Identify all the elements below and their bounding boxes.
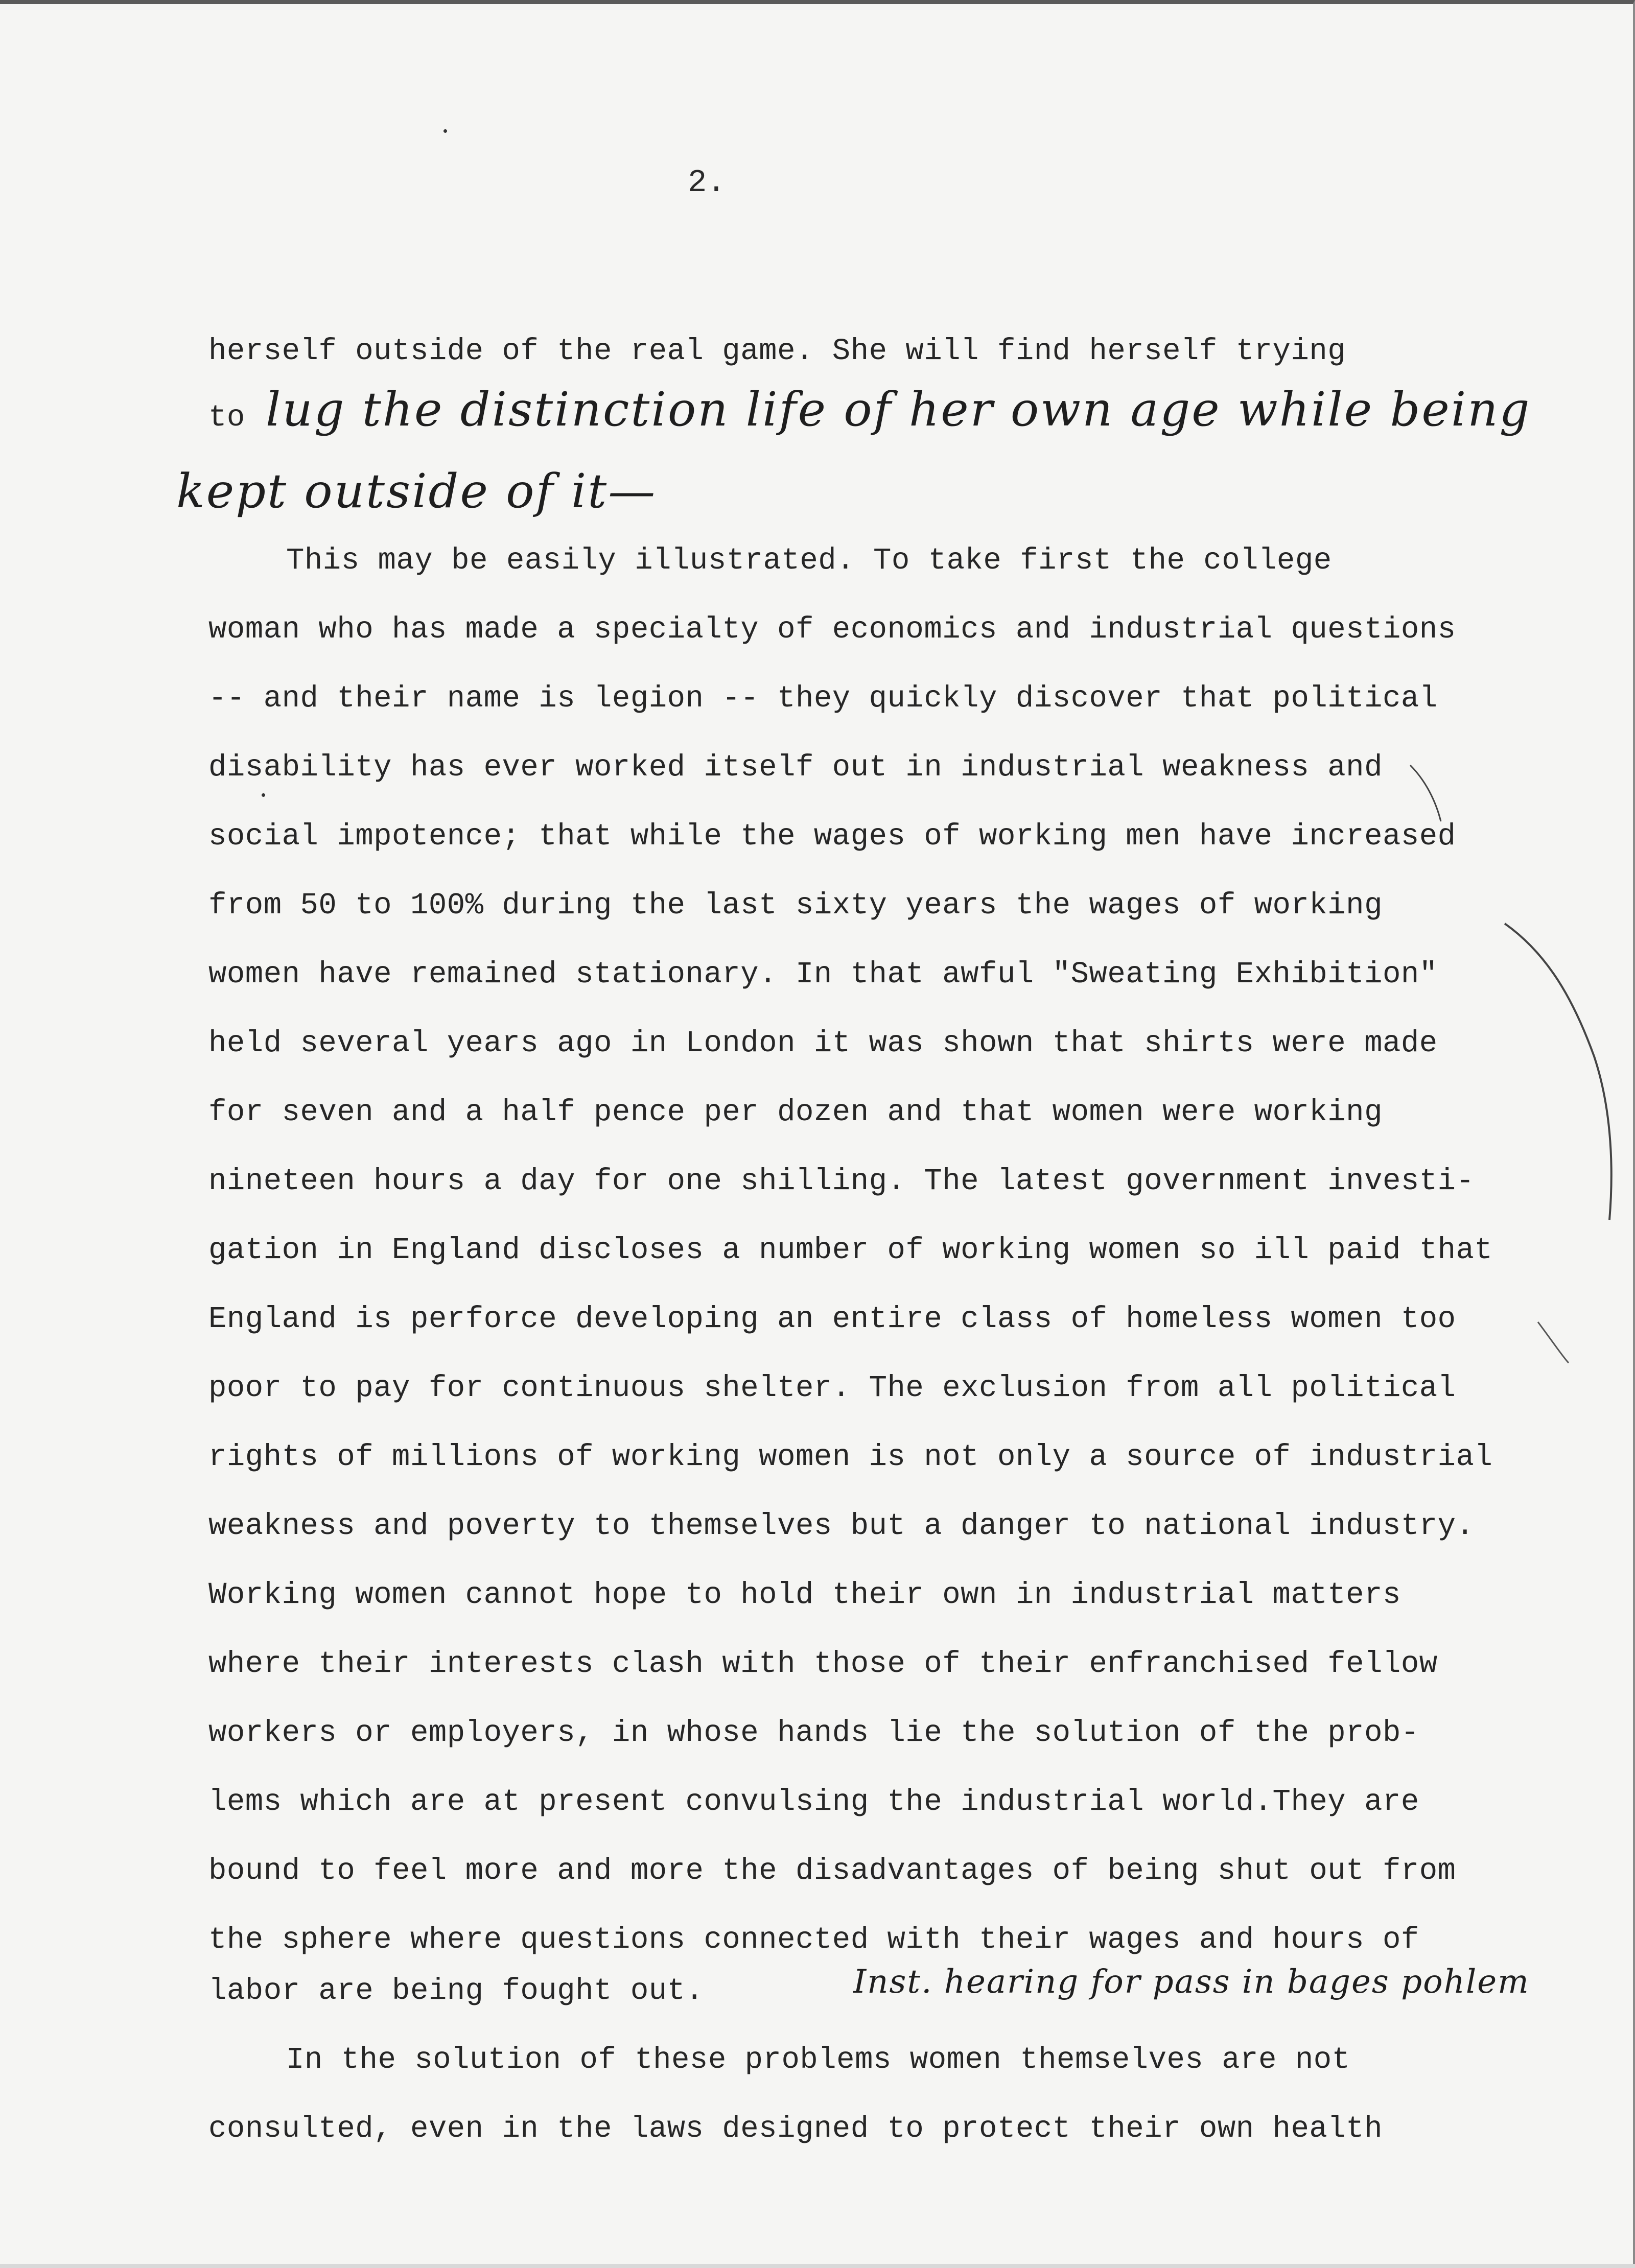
page-number: 2. [688, 164, 726, 201]
typed-line: disability has ever worked itself out in industrial weakness and [208, 750, 1383, 785]
typed-line: In the solution of these problems women themselves are not [286, 2043, 1350, 2077]
typed-line: social impotence; that while the wages of working men have increased [208, 819, 1456, 854]
typed-line: rights of millions of working women is not only a source of industrial [208, 1440, 1493, 1474]
handwritten-insertion: kept outside of it— [176, 464, 657, 518]
handwritten-margin-note: Inst. hearing for pass in bages pohlem [853, 1963, 1530, 2001]
typed-line: gation in England discloses a number of working women so ill paid that [208, 1233, 1493, 1267]
typed-line: workers or employers, in whose hands lie the solution of the prob- [208, 1716, 1419, 1750]
typed-line: women have remained stationary. In that awful "Sweating Exhibition" [208, 957, 1438, 991]
typed-line: England is perforce developing an entire class of homeless women too [208, 1302, 1456, 1336]
typed-line: lems which are at present convulsing the industrial world.They are [208, 1785, 1419, 1819]
typed-line: nineteen hours a day for one shilling. The latest government investi- [208, 1164, 1475, 1198]
typed-line: poor to pay for continuous shelter. The exclusion from all political [208, 1371, 1456, 1405]
typed-line: consulted, even in the laws designed to protect their own health [208, 2112, 1383, 2146]
typed-line: held several years ago in London it was shown that shirts were made [208, 1026, 1438, 1060]
typed-line: woman who has made a specialty of economics and industrial questions [208, 612, 1456, 647]
typed-line: the sphere where questions connected with their wages and hours of [208, 1923, 1419, 1957]
typed-line: Working women cannot hope to hold their own in industrial matters [208, 1578, 1401, 1612]
ink-speck [262, 793, 265, 797]
typed-line: labor are being fought out. [208, 1974, 704, 2008]
typed-line: herself outside of the real game. She will find herself trying [208, 334, 1346, 368]
ink-speck [443, 129, 447, 133]
typed-line: from 50 to 100% during the last sixty years the wages of working [208, 888, 1383, 923]
typed-line: weakness and poverty to themselves but a danger to national industry. [208, 1509, 1475, 1543]
typed-line: bound to feel more and more the disadvantages of being shut out from [208, 1854, 1456, 1888]
typed-line: where their interests clash with those of their enfranchised fellow [208, 1647, 1438, 1681]
typed-line: -- and their name is legion -- they quickly discover that political [208, 681, 1438, 716]
typed-line: to [208, 400, 245, 435]
typed-line: for seven and a half pence per dozen and that women were working [208, 1095, 1383, 1129]
handwritten-insertion: lug the distinction life of her own age while being [266, 382, 1531, 437]
typed-line: This may be easily illustrated. To take first the college [286, 544, 1332, 578]
